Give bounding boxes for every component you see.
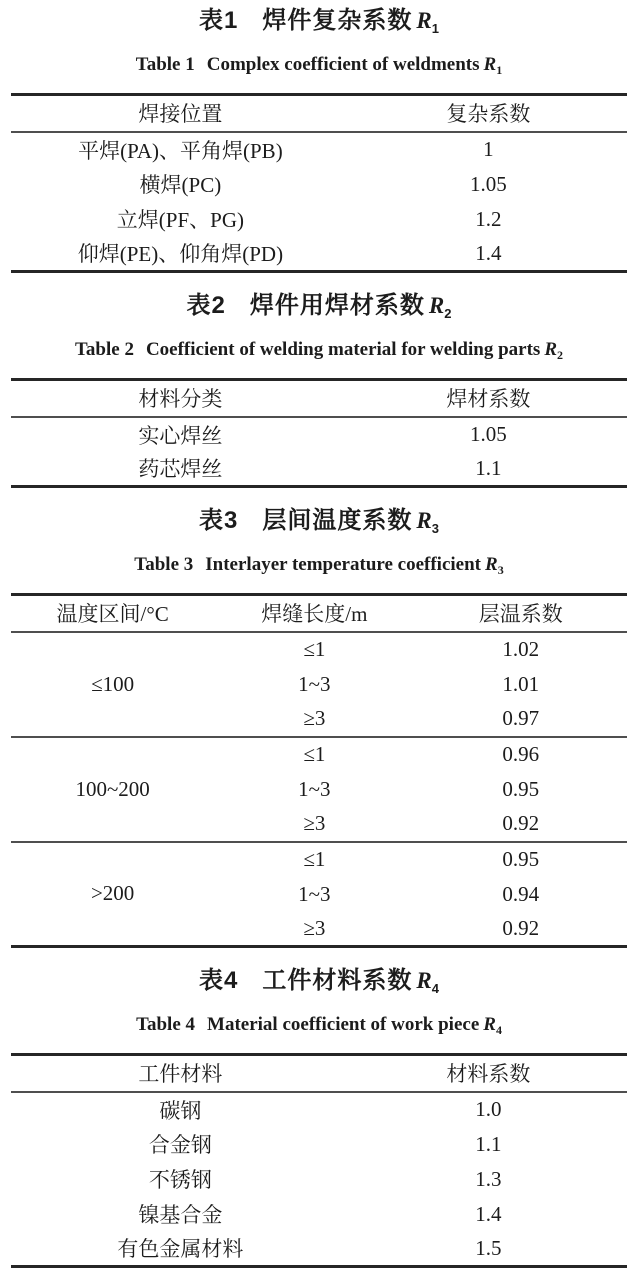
table-4 — [11, 1053, 627, 1268]
table-3-number-en: Table 3 — [134, 554, 194, 575]
table-2-title-zh — [11, 291, 627, 329]
table-1-number-zh: 表1 — [199, 7, 239, 34]
table-4-caption-zh: 工件材料系数 — [262, 967, 413, 994]
table-cell: 1.1 — [475, 1131, 502, 1156]
table-cell: 横焊(PC) — [139, 173, 222, 197]
table-2-number-zh: 表2 — [186, 292, 226, 319]
coefficient-symbol: R — [483, 54, 497, 75]
table-row — [11, 1162, 627, 1197]
table-cell: ≤1 — [303, 847, 326, 871]
table-row — [11, 1232, 627, 1267]
table-cell: 镍基合金 — [138, 1203, 223, 1227]
table-2-number-en: Table 2 — [74, 339, 134, 360]
table-cell: 0.95 — [502, 847, 540, 871]
table-cell: 0.97 — [502, 706, 540, 730]
table-cell: 1.4 — [475, 240, 502, 265]
coefficient-subscript: 3 — [497, 563, 504, 577]
coefficient-subscript: 2 — [557, 348, 564, 362]
table-3-caption-zh: 层间温度系数 — [262, 507, 413, 534]
table-4-number-zh: 表4 — [199, 967, 239, 994]
table-1-number-en: Table 1 — [135, 54, 195, 75]
table-cell: 合金钢 — [148, 1133, 212, 1157]
table-cell: 1~3 — [298, 776, 331, 801]
table-row — [11, 1092, 627, 1127]
temperature-group-1 — [11, 632, 627, 737]
table-row — [11, 632, 627, 667]
temperature-range-cell: >200 — [90, 881, 135, 906]
table-cell: 仰焊(PE)、仰角焊(PD) — [77, 242, 284, 267]
temperature-range-cell: 100~200 — [75, 776, 150, 801]
table-cell: 0.96 — [502, 742, 540, 766]
table-1-caption-zh: 焊件复杂系数 — [262, 7, 413, 34]
table-row — [11, 737, 627, 772]
temperature-group-2 — [11, 737, 627, 842]
column-header: 工件材料 — [138, 1062, 223, 1087]
table-cell: 0.95 — [502, 776, 540, 801]
table-1-section — [11, 6, 627, 273]
table-cell: 1.2 — [475, 206, 502, 231]
coefficient-subscript: 4 — [431, 981, 439, 996]
coefficient-symbol: R — [544, 339, 558, 360]
table-row — [11, 452, 627, 487]
coefficient-symbol: R — [485, 554, 498, 575]
table-4-title-zh — [11, 966, 627, 1004]
table-cell: 1.5 — [475, 1235, 502, 1260]
table-cell: 0.94 — [502, 881, 540, 906]
coefficient-symbol: R — [428, 293, 445, 318]
table-cell: 实心焊丝 — [138, 423, 223, 448]
table-cell: 1.02 — [502, 637, 540, 661]
table-cell: 1.3 — [475, 1166, 502, 1191]
coefficient-subscript: 4 — [495, 1023, 502, 1037]
table-4-caption-en: Material coefficient of work piece — [207, 1014, 480, 1035]
table-cell: 1.01 — [502, 671, 540, 696]
table-2 — [11, 378, 627, 488]
table-3-number-zh: 表3 — [199, 507, 239, 534]
table-4-section — [11, 966, 627, 1268]
table-cell: 1.05 — [470, 422, 507, 446]
table-header-row — [11, 95, 627, 132]
table-cell: ≥3 — [303, 915, 326, 940]
table-cell: 药芯焊丝 — [138, 457, 223, 482]
table-row — [11, 167, 627, 202]
coefficient-symbol: R — [416, 508, 432, 533]
table-cell: 1 — [483, 137, 494, 161]
coefficient-subscript: 1 — [431, 21, 439, 36]
table-2-caption-zh: 焊件用焊材系数 — [249, 292, 425, 319]
table-1-title-zh — [11, 6, 627, 44]
coefficient-subscript: 1 — [496, 63, 503, 77]
coefficient-symbol: R — [416, 968, 432, 993]
table-cell: 1.0 — [475, 1097, 502, 1121]
coefficient-symbol: R — [483, 1014, 496, 1035]
table-cell: ≥3 — [303, 706, 326, 730]
column-header: 材料系数 — [446, 1062, 531, 1087]
table-cell: 有色金属材料 — [117, 1237, 244, 1262]
table-3-title-zh — [11, 506, 627, 544]
column-header: 焊接位置 — [138, 102, 223, 127]
table-row — [11, 1197, 627, 1232]
table-cell: ≥3 — [303, 811, 326, 835]
table-3-title-en — [11, 554, 627, 581]
table-header-row — [11, 1055, 627, 1092]
table-cell: 立焊(PF、PG) — [116, 208, 244, 232]
table-cell: 1.1 — [475, 455, 502, 480]
table-cell: 0.92 — [502, 915, 540, 940]
table-3-section — [11, 506, 627, 948]
table-3 — [11, 593, 627, 948]
table-row — [11, 202, 627, 237]
table-row — [11, 1127, 627, 1162]
column-header: 焊材系数 — [446, 387, 531, 412]
table-1 — [11, 93, 627, 273]
table-cell: 0.92 — [502, 811, 540, 835]
table-cell: 1.05 — [470, 171, 507, 196]
table-cell: 平焊(PA)、平角焊(PB) — [78, 138, 283, 163]
temperature-group-3 — [11, 842, 627, 947]
table-1-title-en — [11, 54, 627, 81]
table-row — [11, 417, 627, 452]
coefficient-subscript: 3 — [431, 521, 439, 536]
table-1-caption-en: Complex coefficient of weldments — [206, 54, 480, 75]
table-row — [11, 132, 627, 167]
table-4-number-en: Table 4 — [136, 1014, 196, 1035]
table-row — [11, 237, 627, 272]
column-header: 复杂系数 — [446, 102, 531, 127]
table-2-section — [11, 291, 627, 488]
column-header: 层温系数 — [478, 602, 563, 627]
table-cell: 1~3 — [298, 671, 331, 696]
table-2-title-en — [11, 339, 627, 366]
column-header: 材料分类 — [138, 387, 223, 412]
table-2-caption-en: Coefficient of welding material for welding parts — [145, 339, 541, 360]
table-cell: 不锈钢 — [148, 1168, 212, 1192]
coefficient-symbol: R — [416, 8, 432, 33]
table-cell: 碳钢 — [159, 1098, 202, 1123]
table-3-caption-en: Interlayer temperature coefficient — [205, 554, 481, 575]
table-cell: ≤1 — [303, 637, 326, 661]
temperature-range-cell: ≤100 — [91, 671, 135, 696]
table-header-row — [11, 595, 627, 632]
coefficient-subscript: 2 — [444, 306, 452, 321]
table-cell: ≤1 — [303, 742, 326, 766]
column-header: 焊缝长度/m — [261, 602, 368, 627]
table-4-title-en — [11, 1014, 627, 1041]
table-header-row — [11, 380, 627, 417]
column-header: 温度区间/°C — [56, 602, 169, 627]
table-cell: 1~3 — [298, 881, 331, 906]
table-row — [11, 842, 627, 877]
table-cell: 1.4 — [475, 1201, 502, 1226]
